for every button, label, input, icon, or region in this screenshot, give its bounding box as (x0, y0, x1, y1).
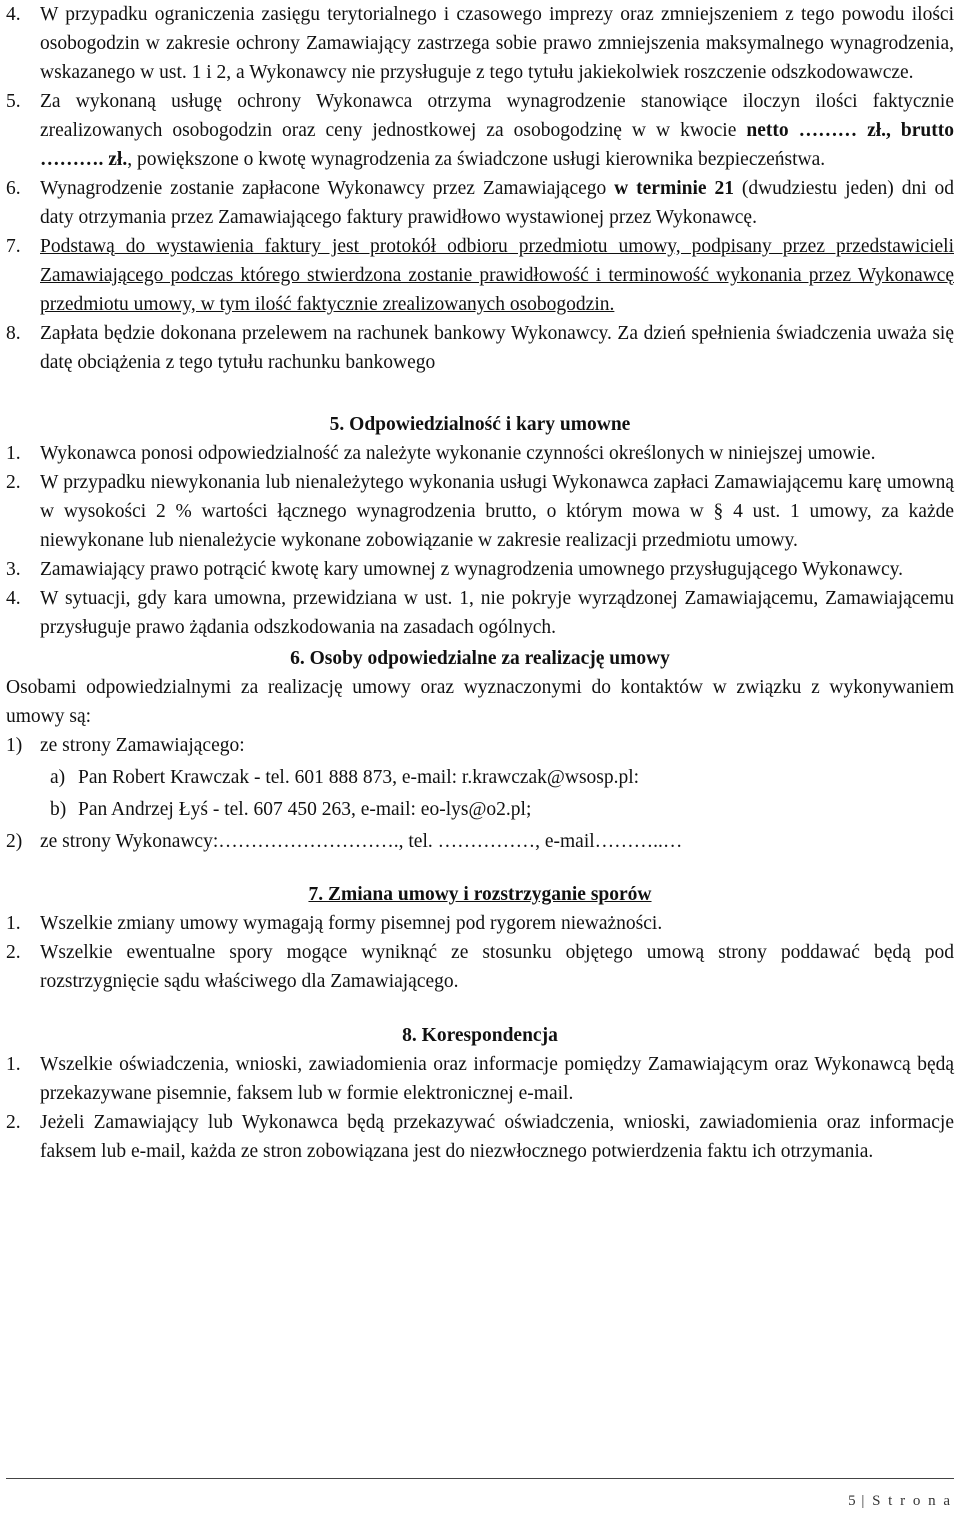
paragraph-7 (6, 232, 954, 319)
paragraph-4 (6, 0, 954, 87)
page-number: 5 (848, 1493, 856, 1509)
paragraph-text: Wynagrodzenie zostanie zapłacone Wykonawcy przez Zamawiającego (40, 178, 615, 199)
paragraph-text: , powiększone o kwotę wynagrodzenia za świadczone usługi kierownika bezpieczeństwa. (127, 149, 826, 170)
paragraph-text: Zapłata będzie dokonana przelewem na rachunek bankowy Wykonawcy. Za dzień spełnienia świadczenia uważa się datę obciążenia z tego tytułu rachunku bankowego (40, 323, 954, 373)
footer-divider (6, 1478, 954, 1479)
s7-item-2: 2. Wszelkie ewentualne spory mogące wyniknąć ze stosunku objętego umową strony poddawać będą pod rozstrzygnięcie sądu właściwego dla Zamawiającego. (6, 942, 954, 992)
s6-contractor: 2) ze strony Wykonawcy:………………………., tel. ……………, e-mail………..… (6, 831, 683, 852)
paragraph-text: W przypadku ograniczenia zasięgu terytorialnego i czasowego imprezy oraz zmniejszeniem z tego powodu ilości osobogodzin w zakresie ochrony Zamawiający zastrzega sobie prawo zmniejszenia maksymalnego wynagrodzenia, wskazanego w ust. 1 i 2, a Wykonawcy nie przysługuje z tego tytułu jakiekolwiek roszczenie odszkodowawcze. (40, 4, 954, 83)
paragraph-number: 4. (6, 4, 21, 25)
s6-lead: Osobami odpowiedzialnymi za realizację umowy oraz wyznaczonymi do kontaktów w związku z wykonywaniem umowy są: (6, 677, 954, 727)
s6-contracting-party: 1) ze strony Zamawiającego: (6, 735, 245, 756)
section-5-title: 5. Odpowiedzialność i kary umowne (329, 414, 631, 435)
s5-item-4: 4. W sytuacji, gdy kara umowna, przewidziana w ust. 1, nie pokryje wyrządzonej Zamawiającemu, Zamawiającemu przysługuje prawo żądania odszkodowania na zasadach ogólnych. (6, 588, 954, 638)
s5-item-2: 2. W przypadku niewykonania lub nienależytego wykonania usługi Wykonawca zapłaci Zamawiającemu karę umowną w wysokości 2 % wartości łącznego wynagrodzenia brutto, o którym mowa w § 4 ust. 1 umowy, za każde niewykonane lub nienależycie wykonane zobowiązanie w zakresie realizacji przedmiotu umowy. (6, 472, 954, 551)
section-8-title: 8. Korespondencja (402, 1025, 558, 1046)
s8-item-2: 2. Jeżeli Zamawiający lub Wykonawca będą przekazywać oświadczenia, wnioski, zawiadomienia oraz informacje faksem lub e-mail, każda ze stron zobowiązana jest do niezwłocznego potwierdzenia faktu ich otrzymania. (6, 1112, 954, 1162)
paragraph-8 (6, 319, 954, 377)
s7-item-1: 1. Wszelkie zmiany umowy wymagają formy pisemnej pod rygorem nieważności. (6, 913, 663, 934)
paragraph-text: Za wykonaną usługę ochrony Wykonawca otrzyma wynagrodzenie stanowiące iloczyn ilości faktycznie zrealizowanych osobogodzin oraz ceny jednostkowej za osobogodzinę w w kwocie (40, 91, 954, 141)
payment-term: w terminie 21 (614, 178, 734, 199)
s5-item-1: 1. Wykonawca ponosi odpowiedzialność za należyte wykonanie czynności określonych w niniejszej umowie. (6, 443, 876, 464)
price-placeholder: netto ……… zł., brutto ………. zł. (40, 120, 954, 170)
paragraph-6 (6, 174, 954, 232)
s6-contact-b: b) Pan Andrzej Łyś - tel. 607 450 263, e-mail: eo-lys@o2.pl; (50, 799, 532, 820)
section-7-title: 7. Zmiana umowy i rozstrzyganie sporów (308, 884, 652, 905)
paragraph-text: (dwudziestu jeden) dni od daty otrzymania przez Zamawiającego faktury prawidłowo wystawionej przez Wykonawcę. (40, 178, 955, 228)
s8-item-1: 1. Wszelkie oświadczenia, wnioski, zawiadomienia oraz informacje pomiędzy Zamawiającym oraz Wykonawcą będą przekazywane pisemnie, faksem lub w formie elektronicznej e-mail. (6, 1054, 954, 1104)
s5-item-3: 3. Zamawiający prawo potrącić kwotę kary umownej z wynagrodzenia umownego przysługującego Wykonawcy. (6, 559, 904, 580)
paragraph-5 (6, 87, 954, 174)
section-6-title: 6. Osoby odpowiedzialne za realizację umowy (290, 648, 670, 669)
paragraph-number: 5. (6, 91, 21, 112)
footer-separator: | (861, 1493, 867, 1509)
paragraph-text: Podstawą do wystawienia faktury jest protokół odbioru przedmiotu umowy, podpisany przez przedstawicieli Zamawiającego podczas którego stwierdzona zostanie prawidłowość i terminowość wykonania przez Wykonawcę przedmiotu umowy, w tym ilość faktycznie zrealizowanych osobogodzin. (40, 236, 954, 315)
paragraph-number: 7. (6, 236, 21, 257)
s6-contact-a: a) Pan Robert Krawczak - tel. 601 888 873, e-mail: r.krawczak@wsosp.pl: (50, 767, 640, 788)
page-footer (848, 1487, 952, 1516)
footer-label: S t r o n a (872, 1493, 952, 1509)
paragraph-number: 6. (6, 178, 21, 199)
paragraph-number: 8. (6, 323, 21, 344)
